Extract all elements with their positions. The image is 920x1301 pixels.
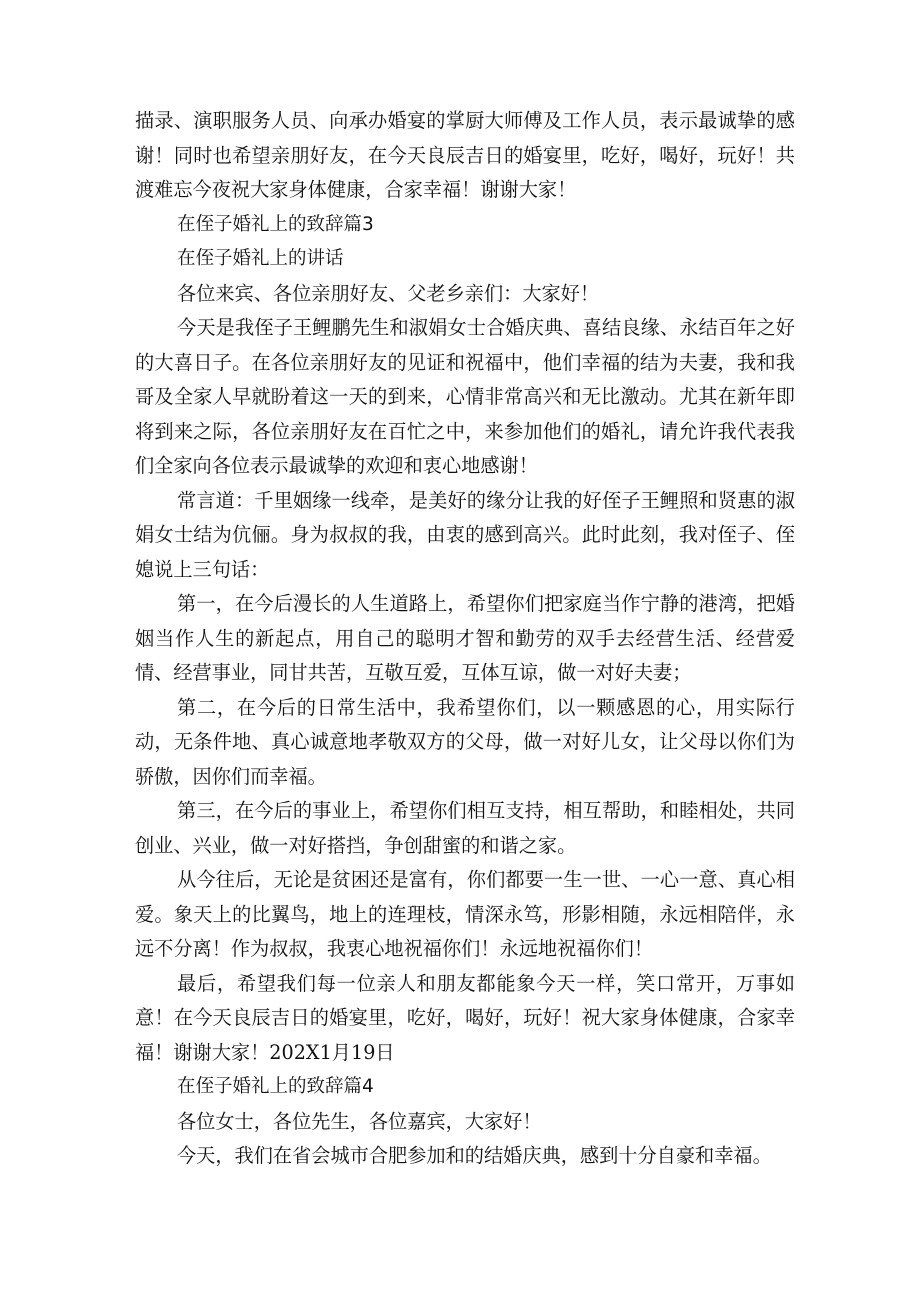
paragraph-greeting-4: 各位女士，各位先生，各位嘉宾，大家好！ <box>177 1109 542 1133</box>
paragraph-blessing: 从今往后，无论是贫困还是富有，你们都要一生一世、一心一意、真心相爱。象天上的比翼鸟，地上的连理枝，情深永笃，形影相随，永远相陪伴，永远不分离！作为叔叔，我衷心地祝福你们！永远地祝福你们！ <box>135 868 795 960</box>
speech-title: 在侄子婚礼上的讲话 <box>177 248 344 269</box>
paragraph-greeting: 各位来宾、各位亲朋好友、父老乡亲们：大家好！ <box>177 281 600 305</box>
section-heading-4: 在侄子婚礼上的致辞篇4 <box>177 1076 374 1097</box>
paragraph-introduction: 今天是我侄子王鲤鹏先生和淑娟女士合婚庆典、喜结良缘、永结百年之好的大喜日子。在各位亲朋好友的见证和祝福中，他们幸福的结为夫妻，我和我哥及全家人早就盼着这一天的到来，心情非常高兴和无比激动。尤其在新年即将到来之际，各位亲朋好友在百忙之中，来参加他们的婚礼，请允许我代表我们全家向各位表示最诚挚的欢迎和衷心地感谢！ <box>135 316 795 477</box>
paragraph-closing-thanks: 描录、演职服务人员、向承办婚宴的掌厨大师傅及工作人员，表示最诚挚的感谢！同时也希望亲朋好友，在今天良辰吉日的婚宴里，吃好，喝好，玩好！共渡难忘今夜祝大家身体健康，合家幸福！谢谢大家！ <box>135 109 795 201</box>
paragraph-opening-4: 今天，我们在省会城市合肥参加和的结婚庆典，感到十分自豪和幸福。 <box>177 1144 772 1167</box>
paragraph-final: 最后，希望我们每一位亲人和朋友都能象今天一样，笑口常开，万事如意！在今天良辰吉日的婚宴里，吃好，喝好，玩好！祝大家身体健康，合家幸福！谢谢大家！202X1月19日 <box>135 971 795 1064</box>
paragraph-second-wish: 第二，在今后的日常生活中，我希望你们，以一颗感恩的心，用实际行动，无条件地、真心诚意地孝敬双方的父母，做一对好儿女，让父母以你们为骄傲，因你们而幸福。 <box>135 695 795 788</box>
paragraph-third-wish: 第三，在今后的事业上，希望你们相互支持，相互帮助，和睦相处，共同创业、兴业，做一对好搭挡，争创甜蜜的和谐之家。 <box>135 799 795 857</box>
paragraph-first-wish: 第一，在今后漫长的人生道路上，希望你们把家庭当作宁静的港湾，把婚姻当作人生的新起点，用自己的聪明才智和勤劳的双手去经营生活、经营爱情、经营事业，同甘共苦，互敬互爱，互体互谅，做一对好夫妻； <box>135 592 795 684</box>
paragraph-proverb: 常言道：千里姻缘一线牵，是美好的缘分让我的好侄子王鲤照和贤惠的淑娟女士结为伉俪。身为叔叔的我，由衷的感到高兴。此时此刻，我对侄子、侄媳说上三句话： <box>135 488 795 581</box>
document-body <box>135 104 795 1174</box>
section-heading-3: 在侄子婚礼上的致辞篇3 <box>177 213 374 235</box>
